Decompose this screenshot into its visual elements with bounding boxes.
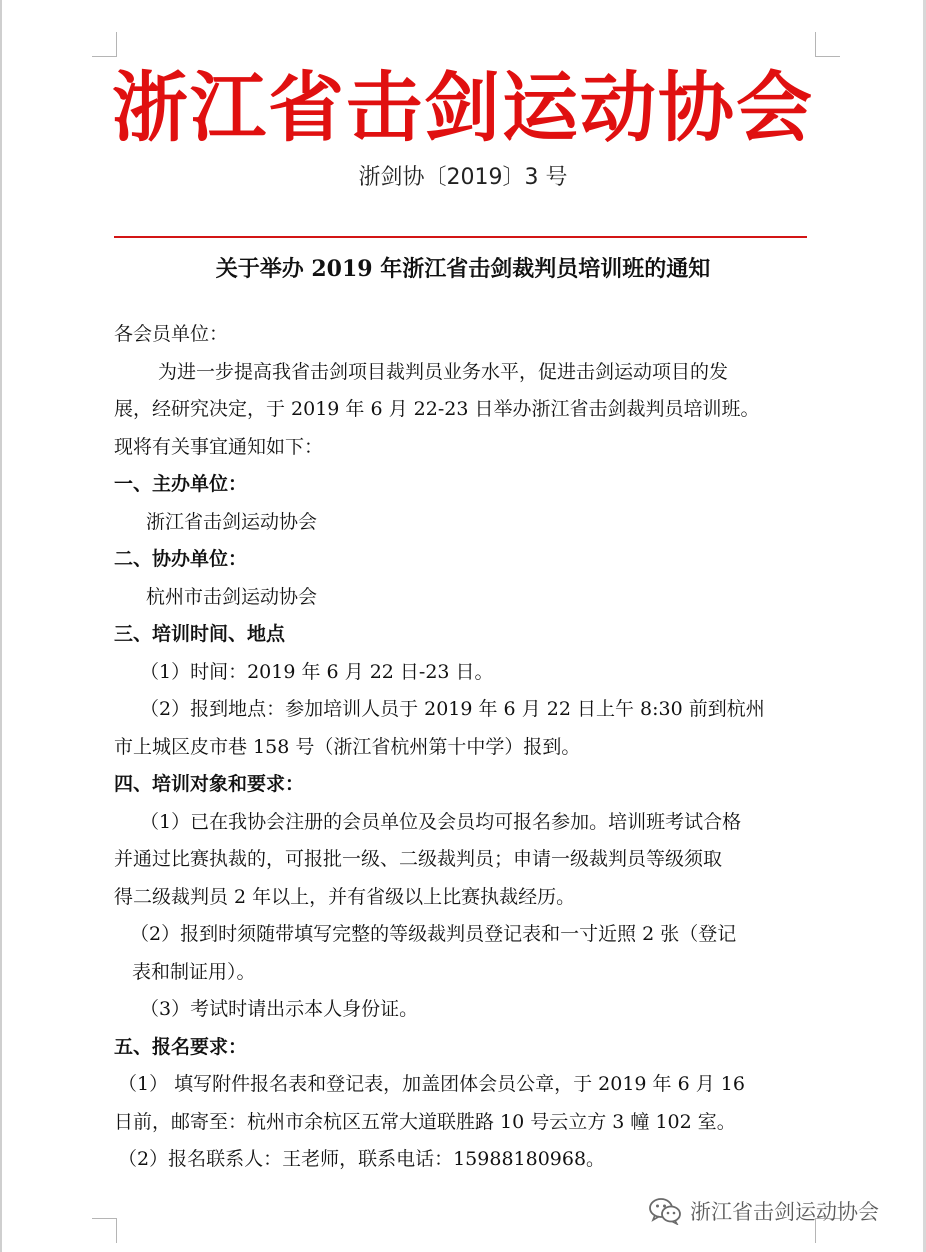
cohost-organization: 杭州市击剑运动协会 — [146, 585, 318, 608]
requirement-item-1: 得二级裁判员 2 年以上，并有省级以上比赛执裁经历。 — [114, 885, 576, 908]
requirement-item-3: （3）考试时请出示本人身份证。 — [140, 998, 419, 1020]
requirement-item-1: （1）已在我协会注册的会员单位及会员均可报名参加。培训班考试合格 — [140, 810, 742, 833]
section-heading-time-place: 三、培训时间、地点 — [114, 623, 286, 645]
wechat-watermark — [648, 1193, 879, 1229]
watermark-text: 浙江省击剑运动协会 — [690, 1200, 879, 1224]
organization-letterhead: 浙江省击剑运动协会 — [112, 63, 814, 152]
registration-contact: （2）报名联系人：王老师，联系电话：15988180968。 — [118, 1148, 606, 1170]
crop-mark-top-left — [92, 32, 117, 57]
host-organization: 浙江省击剑运动协会 — [146, 510, 318, 533]
registration-item-1: （1） 填写附件报名表和登记表，加盖团体会员公章，于 2019 年 6 月 16 — [118, 1073, 745, 1095]
notice-body — [114, 316, 816, 1179]
document-number: 浙剑协〔2019〕3 号 — [358, 165, 568, 190]
check-in-location: 市上城区皮市巷 158 号（浙江省杭州第十中学）报到。 — [114, 735, 581, 758]
red-divider-line — [114, 236, 807, 238]
intro-line: 为进一步提高我省击剑项目裁判员业务水平，促进击剑运动项目的发 — [158, 360, 729, 383]
intro-line: 展，经研究决定，于 2019 年 6 月 22-23 日举办浙江省击剑裁判员培训班。 — [114, 398, 760, 420]
training-time: （1）时间：2019 年 6 月 22 日-23 日。 — [140, 660, 494, 683]
crop-mark-top-right — [815, 32, 840, 57]
requirement-item-2: （2）报到时须随带填写完整的等级裁判员登记表和一寸近照 2 张（登记 — [130, 923, 737, 945]
section-heading-requirements: 四、培训对象和要求： — [114, 773, 305, 795]
section-heading-registration: 五、报名要求： — [114, 1035, 248, 1058]
section-heading-cohost: 二、协办单位： — [114, 548, 248, 570]
notice-title: 关于举办 2019 年浙江省击剑裁判员培训班的通知 — [215, 256, 711, 282]
check-in-location: （2）报到地点：参加培训人员于 2019 年 6 月 22 日上午 8:30 前到杭州 — [140, 698, 765, 720]
wechat-icon — [648, 1197, 682, 1225]
registration-item-1: 日前，邮寄至：杭州市余杭区五常大道联胜路 10 号云立方 3 幢 102 室。 — [114, 1110, 736, 1133]
intro-line: 现将有关事宜通知如下： — [114, 435, 324, 458]
salutation: 各会员单位： — [114, 323, 229, 345]
requirement-item-2: 表和制证用）。 — [132, 960, 256, 983]
section-heading-host: 一、主办单位： — [114, 473, 248, 495]
requirement-item-1: 并通过比赛执裁的，可报批一级、二级裁判员；申请一级裁判员等级须取 — [114, 848, 723, 870]
crop-mark-bottom-left — [92, 1218, 117, 1243]
